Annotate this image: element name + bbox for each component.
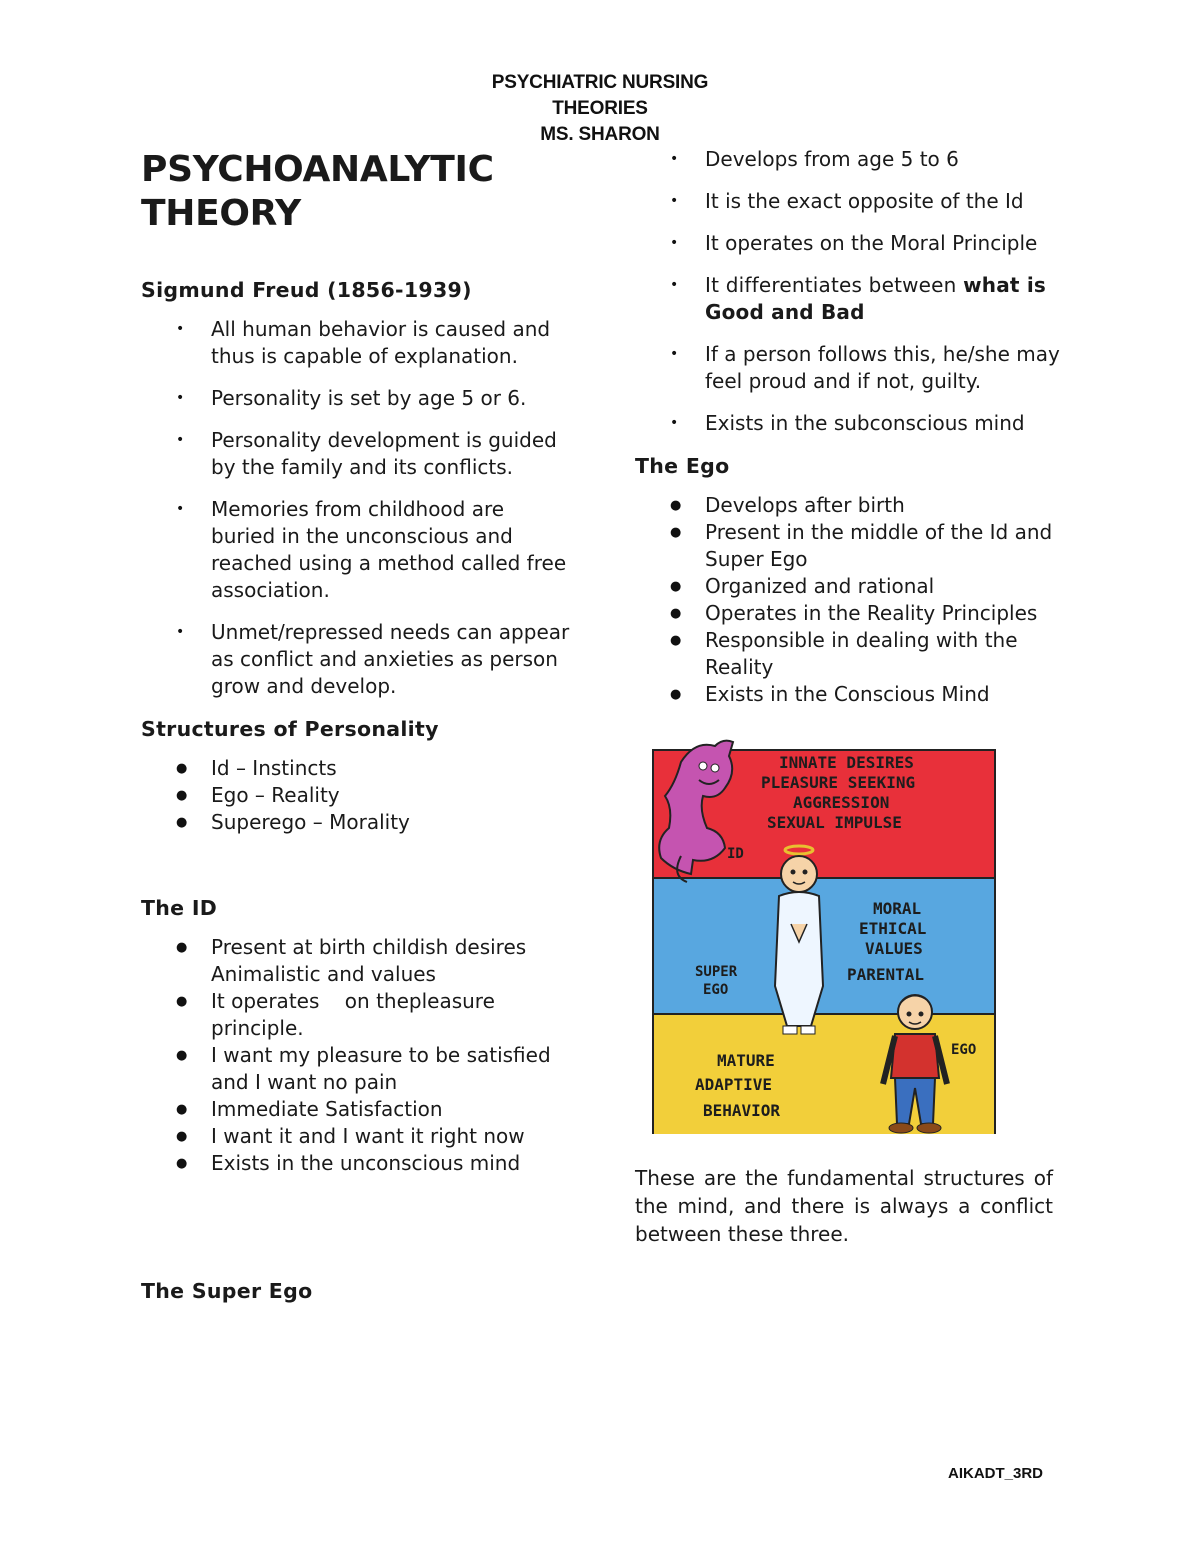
superego-label-line1: SUPER — [695, 964, 738, 980]
angel-superego-figure — [775, 846, 823, 1034]
list-item: ● I want it and I want it right now — [141, 1123, 571, 1150]
ego-heading: The Ego — [635, 454, 730, 478]
list-item: • It is the exact opposite of the Id — [635, 188, 1075, 215]
list-item: ● Responsible in dealing with the Reality — [635, 627, 1075, 681]
header-line-topic: THEORIES — [552, 98, 648, 119]
illustration-svg — [651, 736, 999, 1134]
list-item: ● Exists in the Conscious Mind — [635, 681, 1075, 708]
header-line-instructor: MS. SHARON — [540, 124, 660, 145]
list-item: ● Develops after birth — [635, 492, 1075, 519]
ego-behavior-line2: ADAPTIVE — [695, 1075, 773, 1094]
document-header — [0, 70, 1200, 148]
figure-caption: These are the fundamental structures of the mind, and there is always a conflict between these three. — [635, 1166, 1053, 1246]
personality-structure-illustration — [651, 736, 999, 1134]
page-title-line1: PSYCHOANALYTIC — [141, 149, 494, 190]
page-title — [141, 148, 571, 236]
superego-heading: The Super Ego — [141, 1279, 313, 1303]
id-label: ID — [727, 846, 744, 862]
freud-heading: Sigmund Freud (1856-1939) — [141, 278, 472, 302]
good-and-bad-emphasis: what is Good and Bad — [705, 273, 1047, 324]
list-item: • Develops from age 5 to 6 — [635, 146, 1075, 173]
list-item: • Personality is set by age 5 or 6. — [141, 385, 571, 412]
freud-list — [141, 316, 571, 700]
structures-list — [141, 755, 571, 836]
list-item: ● Present at birth childish desires Animalistic and values — [141, 934, 571, 988]
list-item: ● Present in the middle of the Id and Super Ego — [635, 519, 1075, 573]
list-item: ● Exists in the unconscious mind — [141, 1150, 571, 1177]
ego-list — [635, 492, 1075, 708]
list-item: ● Id – Instincts — [141, 755, 571, 782]
superego-value-line1: MORAL — [873, 899, 922, 918]
page-title-line2: THEORY — [141, 193, 301, 234]
list-item: ● Ego – Reality — [141, 782, 571, 809]
list-item: • Personality development is guided by the family and its conflicts. — [141, 427, 571, 481]
superego-value-line3: VALUES — [865, 939, 923, 958]
list-item: • All human behavior is caused and thus is capable of explanation. — [141, 316, 571, 370]
list-item: • If a person follows this, he/she may feel proud and if not, guilty. — [635, 341, 1075, 395]
list-item: ● Operates in the Reality Principles — [635, 600, 1075, 627]
ego-label: EGO — [951, 1042, 977, 1058]
differentiates-text: It differentiates between — [705, 273, 964, 297]
list-item: ● Immediate Satisfaction — [141, 1096, 571, 1123]
header-line-course: PSYCHIATRIC NURSING — [491, 72, 709, 93]
superego-list — [635, 146, 1075, 437]
list-item: • Memories from childhood are buried in the unconscious and reached using a method called free association. — [141, 496, 571, 604]
right-column — [635, 146, 1075, 1248]
id-list — [141, 934, 571, 1177]
list-item: ● I want my pleasure to be satisfied and I want no pain — [141, 1042, 571, 1096]
id-desire-line2: PLEASURE SEEKING — [761, 773, 916, 792]
list-item: • Exists in the subconscious mind — [635, 410, 1075, 437]
list-item — [635, 272, 1075, 326]
id-desire-line3: AGGRESSION — [793, 793, 890, 812]
list-item: ● It operates on thepleasure principle. — [141, 988, 571, 1042]
superego-label-line2: EGO — [703, 982, 729, 998]
list-item: • Unmet/repressed needs can appear as conflict and anxieties as person grow and develop. — [141, 619, 571, 700]
superego-value-line4: PARENTAL — [847, 965, 925, 984]
structures-heading: Structures of Personality — [141, 717, 439, 741]
list-item: ● Superego – Morality — [141, 809, 571, 836]
id-desire-line4: SEXUAL IMPULSE — [767, 813, 902, 832]
id-desire-line1: INNATE DESIRES — [779, 753, 914, 772]
list-item: ● Organized and rational — [635, 573, 1075, 600]
superego-value-line2: ETHICAL — [859, 919, 927, 938]
footer-code: AIKADT_3RD — [948, 1465, 1044, 1482]
left-column — [141, 148, 571, 1317]
ego-behavior-line1: MATURE — [717, 1051, 775, 1070]
id-heading: The ID — [141, 896, 218, 920]
ego-behavior-line3: BEHAVIOR — [703, 1101, 781, 1120]
list-item: • It operates on the Moral Principle — [635, 230, 1075, 257]
